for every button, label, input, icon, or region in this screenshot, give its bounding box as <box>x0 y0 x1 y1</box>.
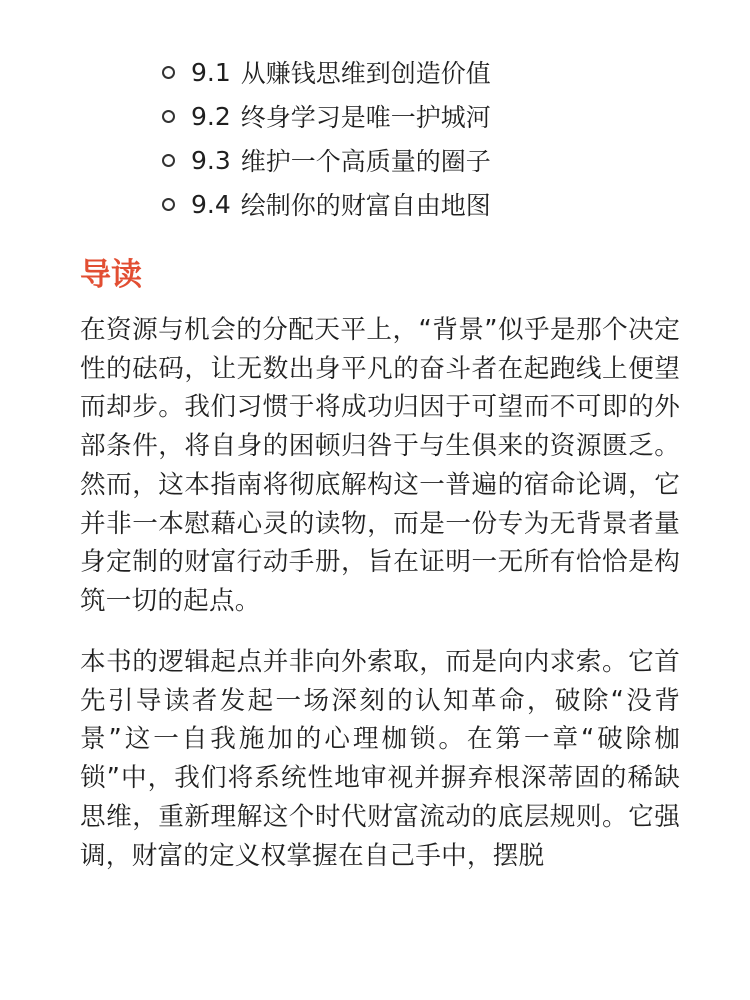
toc-item-9-2[interactable] <box>162 94 722 138</box>
toc-item-title: 维护一个高质量的圈子 <box>240 147 491 176</box>
toc-item-title: 终身学习是唯一护城河 <box>240 103 491 132</box>
body-paragraph-1: 在资源与机会的分配天平上，“背景”似乎是那个决定性的砝码，让无数出身平凡的奋斗者在起跑线上便望而却步。我们习惯于将成功归因于可望而不可即的外部条件，将自身的困顿归咎于与生俱来的资源匮乏。然而，这本指南将彻底解构这一普遍的宿命论调，它并非一本慰藉心灵的读物，而是一份专为无背景者量身定制的财富行动手册，旨在证明一无所有恰恰是构筑一切的起点。 <box>80 315 680 616</box>
toc-item-number: 9.2 <box>191 101 231 131</box>
toc-item-9-4[interactable] <box>162 182 722 226</box>
hollow-circle-bullet-icon <box>162 110 175 123</box>
toc-item-9-1[interactable] <box>162 50 722 94</box>
toc-item-title: 从赚钱思维到创造价值 <box>240 59 491 88</box>
body-paragraph-2: 本书的逻辑起点并非向外索取，而是向内求索。它首先引导读者发起一场深刻的认知革命，破除“没背景”这一自我施加的心理枷锁。在第一章“破除枷锁”中，我们将系统性地审视并摒弃根深蒂固的稀缺思维，重新理解这个时代财富流动的底层规则。它强调，财富的定义权掌握在自己手中，摆脱 <box>80 647 680 871</box>
hollow-circle-bullet-icon <box>162 154 175 167</box>
toc-item-number: 9.1 <box>191 57 231 87</box>
section-heading: 导读 <box>80 257 142 293</box>
toc-item-number: 9.3 <box>191 145 231 175</box>
toc-item-number: 9.4 <box>191 189 231 219</box>
hollow-circle-bullet-icon <box>162 66 175 79</box>
table-of-contents <box>162 50 722 226</box>
toc-item-title: 绘制你的财富自由地图 <box>240 191 491 220</box>
hollow-circle-bullet-icon <box>162 198 175 211</box>
toc-item-9-3[interactable] <box>162 138 722 182</box>
